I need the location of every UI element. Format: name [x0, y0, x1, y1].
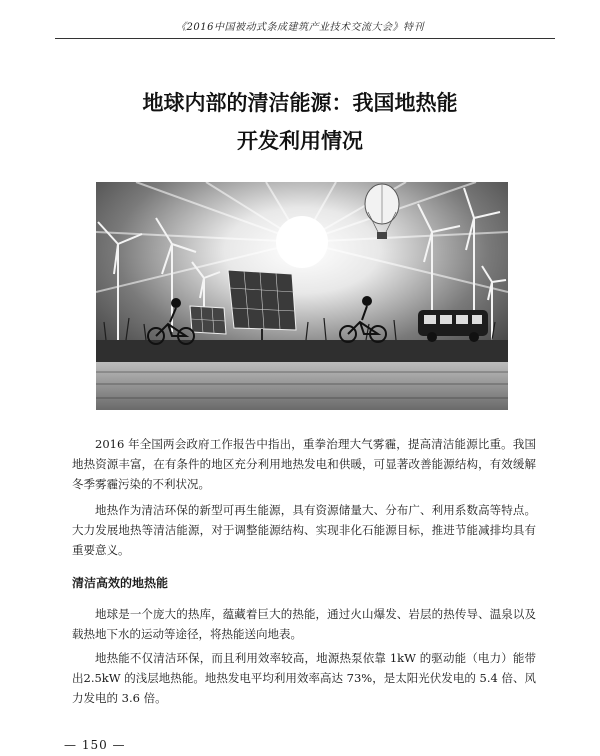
- paragraph-3: 地球是一个庞大的热库，蕴藏着巨大的热能，通过火山爆发、岩层的热传导、温泉以及载热地下水的运动等途径，将热能送向地表。: [72, 607, 536, 641]
- paragraph-4: 地热能不仅清洁环保，而且利用效率较高，地源热泵依靠 1kW 的驱动能（电力）能带出2.5kW 的浅层地热能。地热发电平均利用效率高达 73%，是太阳光伏发电的 5.4 倍、风力发电的 3.6 倍。: [72, 651, 536, 705]
- paragraph-1: 2016 年全国两会政府工作报告中指出，重拳治理大气雾霾，提高清洁能源比重。我国地热资源丰富，在有条件的地区充分利用地热发电和供暖，可显著改善能源结构，有效缓解冬季雾霾污染的不利状况。: [72, 437, 536, 491]
- clean-energy-illustration: [96, 182, 508, 410]
- article-title-line-1: 地球内部的清洁能源：我国地热能: [142, 91, 458, 115]
- article-title: [60, 84, 540, 160]
- article-title-line-2: 开发利用情况: [237, 129, 363, 153]
- sun-icon: [276, 216, 328, 268]
- paragraph-2: 地热作为清洁环保的新型可再生能源，具有资源储量大、分布广、利用系数高等特点。大力发展地热等清洁能源，对于调整能源结构、实现非化石能源目标，推进节能减排均具有重要意义。: [72, 503, 536, 557]
- running-header: 《2016中国被动式条成建筑产业技术交流大会》特刊: [176, 22, 424, 33]
- header-rule: [55, 38, 555, 39]
- section-heading: 清洁高效的地热能: [72, 576, 169, 590]
- page-number: — 150 —: [64, 738, 126, 752]
